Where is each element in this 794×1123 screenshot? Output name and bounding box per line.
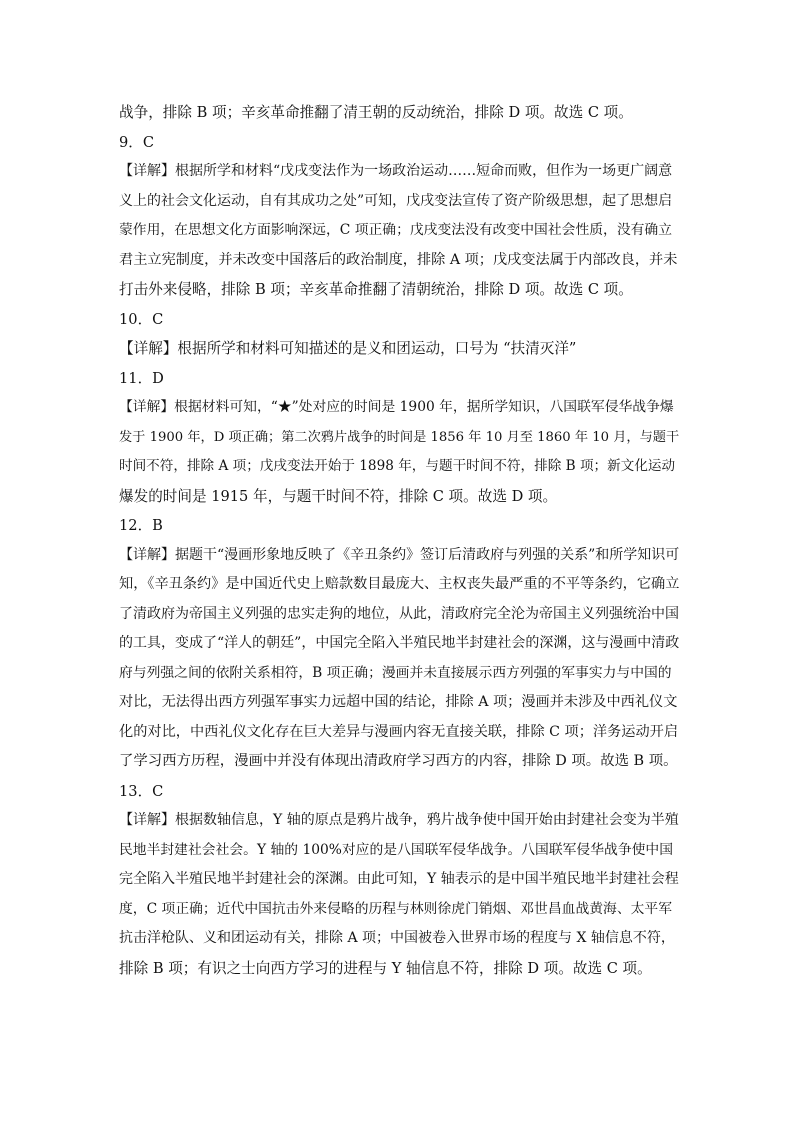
answer-key: 12．B [119, 517, 163, 534]
text-line: 化的对比，中西礼仪文化存在巨大差异与漫画内容无直接关联，排除 C 项；洋务运动开启 [119, 723, 679, 740]
text-line: 时间不符，排除 A 项；戊戌变法开始于 1898 年，与题干时间不符，排除 B 项；新文化运动 [119, 458, 676, 474]
explanation-paragraph [119, 806, 679, 983]
answer-key: 10．C [119, 310, 164, 328]
text-line: 战争，排除 B 项；辛亥革命推翻了清王朝的反动统治，排除 D 项。故选 C 项。 [119, 104, 633, 121]
text-line: 府与列强之间的依附关系相符，B 项正确；漫画并未直接展示西方列强的军事实力与中国的 [119, 664, 672, 681]
answer-explanations [119, 98, 679, 983]
text-line: 知，《辛丑条约》是中国近代史上赔款数目最庞大、主权丧失最严重的不平等条约，它确立 [119, 576, 679, 592]
explanation-paragraph [119, 157, 679, 305]
answer-key: 11．D [119, 369, 164, 387]
text-line: 【详解】根据材料可知，“★”处对应的时间是 1900 年，据所学知识，八国联军侵华战争爆 [119, 399, 674, 415]
text-line: 抗击洋枪队、义和团运动有关，排除 A 项；中国被卷入世界市场的程度与 X 轴信息不符， [119, 930, 675, 946]
text-line: 【详解】根据数轴信息，Y 轴的原点是鸦片战争，鸦片战争使中国开始由封建社会变为半殖 [119, 812, 679, 828]
text-line: 完全陷入半殖民地半封建社会的深渊。由此可知，Y 轴表示的是中国半殖民地半封建社会程 [119, 871, 679, 887]
text-line: 的工具，变成了“洋人的朝廷”，中国完全陷入半殖民地半封建社会的深渊，这与漫画中清政 [119, 635, 679, 651]
text-line: 对比，无法得出西方列强军事实力远超中国的结论，排除 A 项；漫画并未涉及中西礼仪文 [119, 694, 678, 710]
answer-key: 13．C [119, 782, 164, 800]
text-line: 爆发的时间是 1915 年，与题干时间不符，排除 C 项。故选 D 项。 [119, 487, 558, 505]
text-line: 【详解】根据所学和材料可知描述的是义和团运动，口号为 “扶清灭洋” [119, 340, 577, 357]
explanation-paragraph [119, 541, 679, 777]
text-line: 君主立宪制度，并未改变中国落后的政治制度，排除 A 项；戊戌变法属于内部改良，并未 [119, 251, 678, 268]
text-line: 排除 B 项；有识之士向西方学习的进程与 Y 轴信息不符，排除 D 项。故选 C 项。 [119, 959, 652, 977]
text-line: 了学习西方历程，漫画中并没有体现出清政府学习西方的内容，排除 D 项。故选 B 项。 [119, 753, 678, 769]
text-line: 【详解】据题干“漫画形象地反映了《辛丑条约》签订后清政府与列强的关系”和所学知识可 [119, 546, 679, 563]
text-line: 了清政府为帝国主义列强的忠实走狗的地位，从此，清政府完全沦为帝国主义列强统治中国 [119, 605, 679, 622]
text-line: 打击外来侵略，排除 B 项；辛亥革命推翻了清朝统治，排除 D 项。故选 C 项。 [119, 281, 633, 298]
answer-key: 9．C [119, 133, 155, 151]
explanation-paragraph [119, 334, 679, 364]
text-line: 度，C 项正确；近代中国抗击外来侵略的历程与林则徐虎门销烟、邓世昌血战黄海、太平军 [119, 900, 673, 917]
text-line: 义上的社会文化运动，自有其成功之处”可知，戊戌变法宣传了资产阶级思想，起了思想启 [119, 192, 673, 209]
explanation-paragraph [119, 393, 679, 511]
explanation-paragraph [119, 98, 679, 128]
text-line: 民地半封建社会社会。Y 轴的 100%对应的是八国联军侵华战争。八国联军侵华战争使中国 [119, 841, 674, 858]
text-line: 发于 1900 年，D 项正确；第二次鸦片战争的时间是 1856 年 10 月至 1860 年 10 月，与题干 [119, 429, 679, 445]
text-line: 蒙作用，在思想文化方面影响深远，C 项正确；戊戌变法没有改变中国社会性质，没有确立 [119, 222, 673, 238]
text-line: 【详解】根据所学和材料“戊戌变法作为一场政治运动……短命而败，但作为一场更广阔意 [119, 163, 673, 179]
